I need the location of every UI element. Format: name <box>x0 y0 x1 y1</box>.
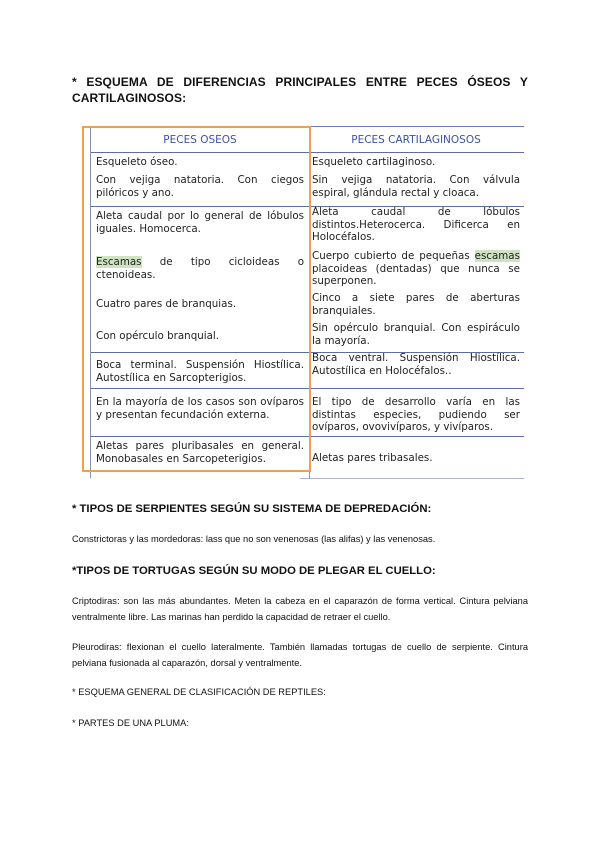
section-heading-pluma: * PARTES DE UNA PLUMA: <box>72 718 189 728</box>
cell-oseos: Escamas de tipo cicloideas o ctenoideas. <box>96 256 304 281</box>
cell-oseos: Cuatro pares de branquias. <box>96 298 237 310</box>
cell-cartilaginosos: Aletas pares tribasales. <box>312 452 433 464</box>
header-peces-oseos: PECES OSEOS <box>163 134 237 146</box>
cell-oseos: Boca terminal. Suspensión Hiostílica. Autostílica en Sarcopterigios. <box>96 359 304 384</box>
cell-cartilaginosos: Aleta caudal de lóbulos distintos.Heterocerca. Dificerca en Holocéfalos. <box>312 206 520 244</box>
cell-oseos: En la mayoría de los casos son ovíparos y presentan fecundación externa. <box>96 396 304 421</box>
cell-oseos: Esqueleto óseo. <box>96 156 178 168</box>
paragraph-pleurodiras: Pleurodiras: flexionan el cuello lateralmente. También llamadas tortugas de cuello de serpiente. Cintura pelviana fusionada al caparazón, dorsal y ventralmente. <box>72 642 528 668</box>
header-peces-cartilaginosos: PECES CARTILAGINOSOS <box>351 134 481 146</box>
cell-cartilaginosos: Esqueleto cartilaginoso. <box>312 156 436 168</box>
highlighted-word: escamas <box>474 250 520 262</box>
cell-oseos: Con vejiga natatoria. Con ciegos pilóricos y ano. <box>96 174 304 199</box>
section-heading-tortugas: *TIPOS DE TORTUGAS SEGÚN SU MODO DE PLEGAR EL CUELLO: <box>72 565 436 577</box>
section-heading-serpientes: * TIPOS DE SERPIENTES SEGÚN SU SISTEMA DE DEPREDACIÓN: <box>72 503 432 515</box>
cell-cartilaginosos: El tipo de desarrollo varía en las distintas especies, pudiendo ser ovíparos, ovovivíparos, y vivíparos. <box>312 396 520 434</box>
table-border-bottom <box>300 478 524 479</box>
cell-cartilaginosos: Cuerpo cubierto de pequeñas escamas placoideas (dentadas) que nunca se superponen. <box>312 250 520 288</box>
paragraph-serpientes: Constrictoras y las mordedoras: lass que no son venenosas (las alifas) y las venenosas. <box>72 534 436 544</box>
highlighted-word: Escamas <box>96 256 142 268</box>
cell-oseos: Aletas pares pluribasales en general. Monobasales en Sarcopeterigios. <box>96 440 304 465</box>
paragraph-criptodiras: Criptodiras: son las más abundantes. Meten la cabeza en el caparazón de forma vertical. Cintura pelviana ventralmente libre. Las marinas han perdido la capacidad de retraer el cuello. <box>72 596 528 622</box>
section-heading-reptiles: * ESQUEMA GENERAL DE CLASIFICACIÓN DE REPTILES: <box>72 687 326 697</box>
selection-frame <box>82 126 311 472</box>
cell-cartilaginosos: Sin vejiga natatoria. Con válvula espiral, glándula rectal y cloaca. <box>312 174 520 199</box>
cell-cartilaginosos: Boca ventral. Suspensión Hiostílica. Autostílica en Holocéfalos.. <box>312 352 520 377</box>
cell-cartilaginosos: Cinco a siete pares de aberturas branquiales. <box>312 292 520 317</box>
cell-oseos: Con opérculo branquial. <box>96 330 220 342</box>
cell-cartilaginosos: Sin opérculo branquial. Con espiráculo la mayoría. <box>312 322 520 347</box>
page-title: * ESQUEMA DE DIFERENCIAS PRINCIPALES ENTRE PECES ÓSEOS Y CARTILAGINOSOS: <box>72 75 528 105</box>
cell-oseos: Aleta caudal por lo general de lóbulos iguales. Homocerca. <box>96 210 304 235</box>
